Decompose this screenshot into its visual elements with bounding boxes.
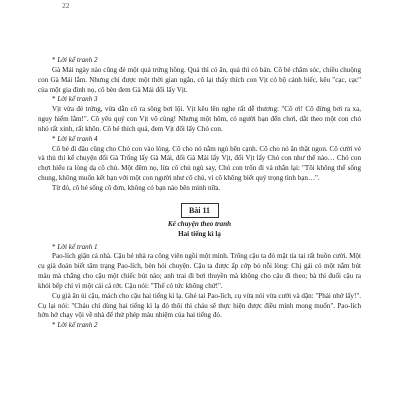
lesson-subtitle: Kể chuyện theo tranh <box>167 219 232 228</box>
lesson-number-box: Bài 11 <box>181 203 219 218</box>
paragraph: Cụ già ân ủi cậu, mách cho cậu hai tiếng kì lạ. Ghé tai Pao-lích, cụ vừa nói vừa cười và dặn: "Phải nhớ lấy!". Cụ lại nói: "Cháu chỉ dùng hai tiếng kì lạ đó thôi thì cháu sẽ thực hiện được điều mình mong muốn". Pao-lích hớn hở chạy vội về nhà để thử phép màu nhiệm của hai tiếng đó. <box>38 291 361 320</box>
paragraph: Vịt vừa đẻ trứng, vừa dẫn cô ra sông bơi lội. Vịt kêu lên nghe rất dễ thương: "Cô ơi! Cô đừng bơi ra xa, nguy hiểm lắm!". Cô yêu quý con Vịt vô cùng! Nhưng một hôm, có người bạn đến chơi, dắt theo một con chó nhỏ rất xinh, rất khôn. Cô bé thích quá, đem Vịt đổi lấy Chó con. <box>38 105 361 133</box>
paragraph: Gà Mái ngày nào cũng đẻ một quả trứng hồng. Quả thì có ăn, quả thì có bán. Cô bé chăm sóc, chiều chuộng con Gà Mái lắm. Nhưng chỉ được một thời gian ngắn, cô lại thấy thích con Vịt có bộ cánh biếc, kêu "cạc, cạc" của một gia đình nọ, cô bèn đem Gà Mái đổi lấy Vịt. <box>38 65 361 94</box>
paragraph: Pao-lích giận cả nhà. Cậu bé nhà ra công viên ngồi một mình. Trông cậu ta đỏ mặt tía tai rất buồn cười. Một cụ già đoán biết tâm trạng Pao-lích, bèn hỏi chuyện. Cậu ta được ấp cớp bỏ nỗi lòng: Chị gái có một nắm bút màu mà chẳng cho cậu một chiếc bút nào; anh trai đi bơi thuyền mà không cho cậu đi theo; bà thì đuổi cậu ra khỏi bếp chỉ vì một cái cá rớt. Cậu nói: "Thế có tức không chứ!". <box>38 252 361 290</box>
section-heading: * Lời kể tranh 1 <box>38 243 361 253</box>
page-content <box>38 56 361 331</box>
section-heading: * Lời kể tranh 4 <box>38 135 361 145</box>
section-heading: * Lời kể tranh 3 <box>38 95 361 105</box>
lesson-title: Hai tiếng kì lạ <box>178 229 221 238</box>
paragraph: Từ đó, cô bé sống cô đơn, không có bạn nào bên mình nữa. <box>52 183 221 192</box>
section-heading: * Lời kể tranh 2 <box>38 321 361 331</box>
paragraph: Cô bé đi đâu cũng cho Chó con vào lòng. Cô cho nó nằm ngủ bên cạnh. Cô cho nó ăn thật ngon. Cô cười vẻ và thủ thỉ kể chuyện đổi Gà Trống lấy Gà Mái, đổi Gà Mái lấy Vịt, đổi Vịt lấy Chó con như thế nào… Chó con chợt hiểu ra lòng dạ cô chủ. Một đêm nọ, lừa cô chủ ngủ say, Chó con trốn đi và nhắn lại: "Tôi không thể sống chung, không muốn kết bạn với một con người như cô chủ, vì cô không biết quý trọng tình bạn…". <box>38 144 361 183</box>
section-heading: * Lời kể tranh 2 <box>38 56 361 66</box>
page-number: 22 <box>62 1 70 10</box>
